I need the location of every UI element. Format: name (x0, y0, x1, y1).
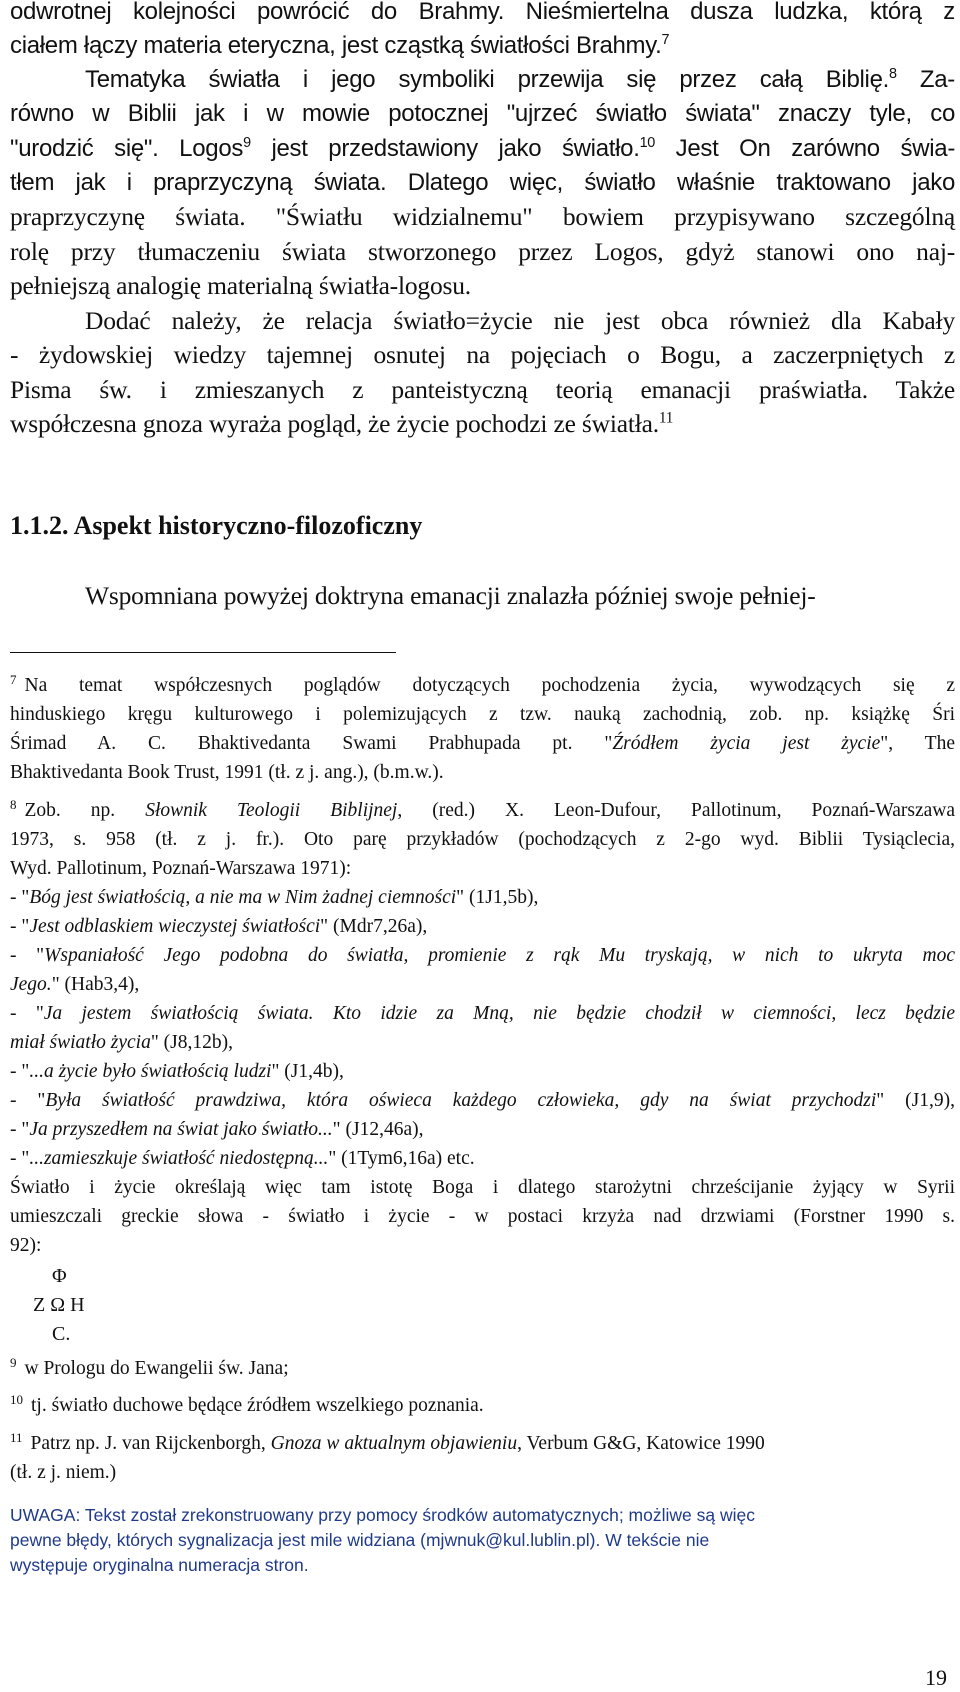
footnote-text: Zob. np. (24, 800, 116, 821)
book-title: Gnoza w aktualnym objawieniu (270, 1433, 518, 1454)
footnote-8-line-3 (10, 855, 955, 883)
body-line-2 (10, 28, 955, 64)
body-text: "urodzić się". Logos (10, 135, 244, 162)
body-text: odwrotnej kolejności powrócić do Brahmy. Nieśmiertelna dusza ludzka, którą z (10, 0, 955, 25)
footnote-number: 8 (10, 796, 17, 812)
quote-7: - "Ja przyszedłem na świat jako światło..." (J12,46a), (10, 1119, 424, 1140)
body-text: ciałem łączy materia eteryczna, jest cząstką światłości Brahmy. (10, 32, 662, 59)
book-title: Źródłem życia jest życie (612, 733, 881, 754)
footnote-text: Na temat współczesnych poglądów dotyczących pochodzenia życia, wywodzących się z (24, 675, 955, 696)
footnote-text: umieszczali greckie słowa - światło i życie - w postaci krzyża nad drzwiami (Forstner 1990 s. (10, 1206, 955, 1227)
body-line-8 (10, 234, 955, 270)
quote-text: ...zamieszkuje światłość niedostępną... (29, 1148, 329, 1169)
footnote-ref-11[interactable]: 11 (658, 409, 674, 427)
footnote-text: w Prologu do Ewangelii św. Jana; (24, 1358, 289, 1379)
footnote-9 (10, 1355, 955, 1383)
footnote-text: Śrimad A. C. Bhaktivedanta Swami Prabhupada pt. " (10, 733, 613, 754)
footnote-text: 92): (10, 1235, 42, 1256)
body-text: rolę przy tłumaczeniu świata stworzonego przez Logos, gdyż stanowi ono naj- (10, 237, 955, 266)
footnote-divider (10, 652, 396, 653)
quote-5: - "...a życie było światłością ludzi" (J1,4b), (10, 1061, 344, 1082)
body-line-11 (10, 337, 955, 373)
quote-2: - "Jest odblaskiem wieczystej światłości" (Mdr7,26a), (10, 916, 428, 937)
footnote-text: Światło i życie określają więc tam istotę Boga i dlatego starożytni chrześcijanie żyjący w Syrii (10, 1177, 955, 1198)
footnote-7-line-1 (10, 672, 955, 700)
section-lead (85, 578, 955, 614)
quote-3-line-1: - "Wspaniałość Jego podobna do światła, promienie z rąk Mu tryskają, w nich to ukryta moc (10, 945, 955, 966)
footnote-7-line-4 (10, 759, 955, 787)
footnote-text: ", The (880, 733, 955, 754)
body-line-7 (10, 199, 955, 235)
quote-1: - "Bóg jest światłością, a nie ma w Nim żadnej ciemności" (1J1,5b), (10, 887, 539, 908)
footnote-8-para-line-3 (10, 1232, 955, 1260)
footnote-text: 1973, s. 958 (tł. z j. fr.). Oto parę przykładów (pochodzących z 2-go wyd. Biblii Tysiąclecia, (10, 829, 955, 850)
body-text: - żydowskiej wiedzy tajemnej osnutej na pojęciach o Bogu, a zaczerpniętych z (10, 340, 955, 369)
notice-line-3: występuje oryginalna numeracja stron. (10, 1555, 309, 1575)
body-text: Dodać należy, że relacja światło=życie nie jest obca również dla Kabały (85, 306, 955, 335)
cross-middle-letters: Z Ω H (33, 1294, 85, 1316)
footnote-8-para-line-2 (10, 1203, 955, 1231)
body-line-9 (10, 268, 955, 304)
body-text: Za- (919, 66, 955, 93)
footnote-number: 7 (10, 671, 17, 687)
cross-bottom-letter: C. (52, 1323, 71, 1345)
footnote-7-line-2 (10, 701, 955, 729)
body-line-5 (10, 131, 955, 167)
notice-line-2: pewne błędy, których sygnalizacja jest mile widziana (mjwnuk@kul.lublin.pl). W tekście nie (10, 1530, 710, 1550)
body-text: Tematyka światła i jego symboliki przewija się przez całą Biblię. (85, 66, 889, 93)
footnote-8-line-2 (10, 826, 955, 854)
footnote-text: tj. światło duchowe będące źródłem wszelkiego poznania. (31, 1395, 484, 1416)
quote-text: Wspaniałość Jego podobna do światła, promienie z rąk Mu tryskają, w nich to ukryta moc (44, 945, 955, 966)
footnote-number: 9 (10, 1354, 17, 1370)
footnote-text: Bhaktivedanta Book Trust, 1991 (tł. z j. ang.), (b.m.w.). (10, 762, 444, 783)
quote-text: Ja jestem światłością świata. Kto idzie za Mną, nie będzie chodził w ciemności, lecz będzie (43, 1003, 955, 1024)
footnote-text: , Verbum G&G, Katowice 1990 (517, 1433, 765, 1454)
body-text: równo w Biblii jak i w mowie potocznej "ujrzeć światło świata" znaczy tyle, co (10, 100, 955, 127)
footnote-7-line-3 (10, 730, 955, 758)
quote-text: Ja przyszedłem na świat jako światło... (29, 1119, 333, 1140)
footnote-text: , (red.) X. Leon-Dufour, Pallotinum, Poznań-Warszawa (397, 800, 955, 821)
body-text: tłem jak i praprzyczyną świata. Dlatego więc, światło właśnie traktowano jako (10, 169, 955, 196)
cross-top-letter: Φ (52, 1265, 67, 1287)
footnote-ref-9[interactable]: 9 (243, 135, 251, 151)
footnote-ref-10[interactable]: 10 (639, 135, 655, 151)
body-line-10 (85, 303, 955, 339)
body-text: praprzyczynę świata. "Światłu widzialnemu" bowiem przypisywano szczególną (10, 202, 955, 231)
footnote-10 (10, 1392, 955, 1420)
quote-text: Jego. (10, 974, 52, 995)
footnote-text: Patrz np. J. van Rijckenborgh, (30, 1433, 266, 1454)
footnote-11-line-1 (10, 1430, 955, 1458)
body-text: współczesna gnoza wyraża pogląd, że życie pochodzi ze światła. (10, 409, 659, 438)
body-text: Wspomniana powyżej doktryna emanacji znalazła później swoje pełniej- (85, 581, 816, 610)
quote-text: Bóg jest światłością, a nie ma w Nim żadnej ciemności (29, 887, 457, 908)
quote-3-line-2: Jego." (Hab3,4), (10, 974, 140, 995)
page-number: 19 (925, 1665, 947, 1690)
body-text: Jest On zarówno świa- (675, 135, 956, 162)
footnote-8-line-1 (10, 797, 955, 825)
body-line-1 (10, 0, 955, 30)
quote-text: miał światło życia (10, 1032, 151, 1053)
footnote-ref-7[interactable]: 7 (661, 32, 670, 48)
body-line-6 (10, 165, 955, 201)
body-line-3 (85, 62, 955, 98)
footnote-number: 10 (10, 1391, 23, 1407)
footnote-8-para-line-1 (10, 1174, 955, 1202)
quote-8: - "...zamieszkuje światłość niedostępną..." (1Tym6,16a) etc. (10, 1148, 475, 1169)
footnote-ref-8[interactable]: 8 (889, 66, 897, 82)
body-text: Pisma św. i zmieszanych z panteistyczną teorią emanacji praświatła. Także (10, 375, 955, 404)
body-text: jest przedstawiony jako światło. (271, 135, 640, 162)
quote-text: ...a życie było światłością ludzi (29, 1061, 272, 1082)
notice-line-1: UWAGA: Tekst został zrekonstruowany przy pomocy środków automatycznych; możliwe są więc (10, 1505, 755, 1525)
section-heading: 1.1.2. Aspekt historyczno-filozoficzny (10, 511, 423, 540)
quote-6: - "Była światłość prawdziwa, która oświeca każdego człowieka, gdy na świat przychodzi" (J1,9), (10, 1090, 955, 1111)
body-line-12 (10, 372, 955, 408)
book-title: Słownik Teologii Biblijnej (145, 800, 398, 821)
footnote-text: (tł. z j. niem.) (10, 1462, 117, 1483)
quote-text: Była światłość prawdziwa, która oświeca każdego człowieka, gdy na świat przychodzi (45, 1090, 877, 1111)
quote-4-line-2: miał światło życia" (J8,12b), (10, 1032, 234, 1053)
body-text: pełniejszą analogię materialną światła-logosu. (10, 271, 471, 300)
body-line-13 (10, 406, 955, 442)
body-line-4 (10, 96, 955, 132)
footnote-text: Wyd. Pallotinum, Poznań-Warszawa 1971): (10, 858, 352, 879)
quote-4-line-1: - "Ja jestem światłością świata. Kto idzie za Mną, nie będzie chodził w ciemności, lecz będzie (10, 1003, 955, 1024)
quote-text: Jest odblaskiem wieczystej światłości (29, 916, 321, 937)
footnote-number: 11 (10, 1429, 23, 1445)
footnote-text: hinduskiego kręgu kulturowego i polemizujących z tzw. nauką zachodnią, zob. np. książkę Śri (10, 704, 955, 725)
footnote-11-line-2 (10, 1459, 955, 1487)
